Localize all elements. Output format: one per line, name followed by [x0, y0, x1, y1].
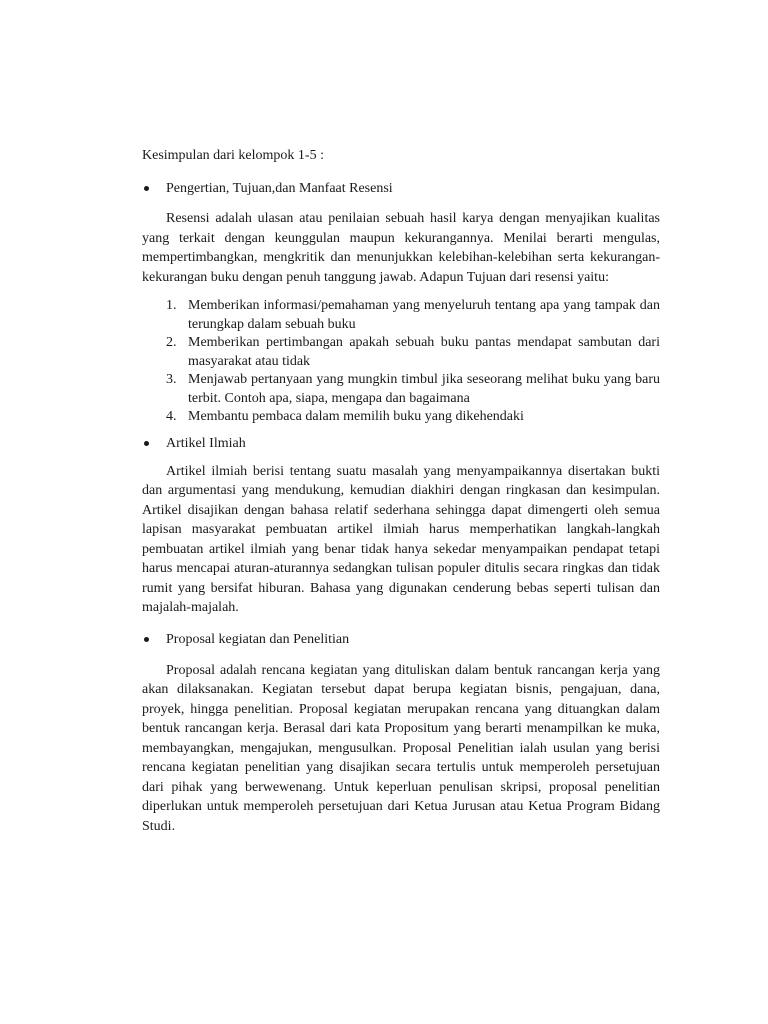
section-title-resensi: Pengertian, Tujuan,dan Manfaat Resensi [142, 179, 660, 198]
list-item-number: 4. [166, 409, 177, 424]
list-item [142, 371, 660, 408]
document-page [142, 146, 660, 836]
list-item-number: 2. [166, 335, 177, 350]
list-item-text: Membantu pembaca dalam memilih buku yang dikehendaki [188, 409, 524, 424]
list-item-number: 1. [166, 298, 177, 313]
list-item [142, 297, 660, 334]
list-item [142, 334, 660, 371]
paragraph-resensi: Resensi adalah ulasan atau penilaian sebuah hasil karya dengan menyajikan kualitas yang terkait dengan keunggulan maupun kekurangannya. Menilai berarti mengulas, mempertimbangkan, mengkritik dan menunjukkan kelebihan-kelebihan serta kekurangan-kekurangan buku dengan penuh tanggung jawab. Adapun Tujuan dari resensi yaitu: [142, 211, 660, 285]
list-item-text: Menjawab pertanyaan yang mungkin timbul jika seseorang melihat buku yang baru terbit. Contoh apa, siapa, mengapa dan bagaimana [188, 372, 660, 406]
section-title-artikel: Artikel Ilmiah [142, 434, 660, 453]
list-item-text: Memberikan pertimbangan apakah sebuah buku pantas mendapat sambutan dari masyarakat atau tidak [188, 335, 660, 369]
paragraph-proposal: Proposal adalah rencana kegiatan yang dituliskan dalam bentuk rancangan kerja yang akan dilaksanakan. Kegiatan tersebut dapat berupa kegiatan bisnis, pengajuan, dana, proyek, hingga penelitian. Proposal kegiatan merupakan rencana yang dituangkan dalam bentuk rancangan kerja. Berasal dari kata Propositum yang berarti menampilkan ke muka, membayangkan, mengajukan, mengusulkan. Proposal Penelitian ialah usulan yang berisi rencana kegiatan penelitian yang disajikan secara tertulis untuk memperoleh persetujuan dari pihak yang berwewenang. Untuk keperluan penulisan skripsi, proposal penelitian diperlukan untuk memperoleh persetujuan dari Ketua Jurusan atau Ketua Program Bidang Studi. [142, 662, 660, 834]
list-item-number: 3. [166, 372, 177, 387]
list-item [142, 408, 660, 427]
paragraph-artikel: Artikel ilmiah berisi tentang suatu masalah yang menyampaikannya disertakan bukti dan argumentasi yang mendukung, kemudian diakhiri dengan ringkasan dan kesimpulan. Artikel disajikan dengan bahasa relatif sederhana sehingga dapat dimengerti oleh semua lapisan masyarakat pembuatan artikel ilmiah harus memperhatikan langkah-langkah pembuatan artikel ilmiah yang benar tidak hanya sekedar menyampaikan pendapat tetapi harus mencapai aturan-aturannya sedangkan tulisan populer ditulis secara ringkas dan tidak rumit yang bersifat hiburan. Bahasa yang digunakan cenderung bebas seperti tulisan dan majalah-majalah. [142, 463, 660, 615]
section-title-proposal: Proposal kegiatan dan Penelitian [142, 630, 660, 649]
document-heading: Kesimpulan dari kelompok 1-5 : [142, 148, 324, 163]
resensi-goals-list [142, 297, 660, 427]
list-item-text: Memberikan informasi/pemahaman yang menyeluruh tentang apa yang tampak dan terungkap dalam sebuah buku [188, 298, 660, 332]
